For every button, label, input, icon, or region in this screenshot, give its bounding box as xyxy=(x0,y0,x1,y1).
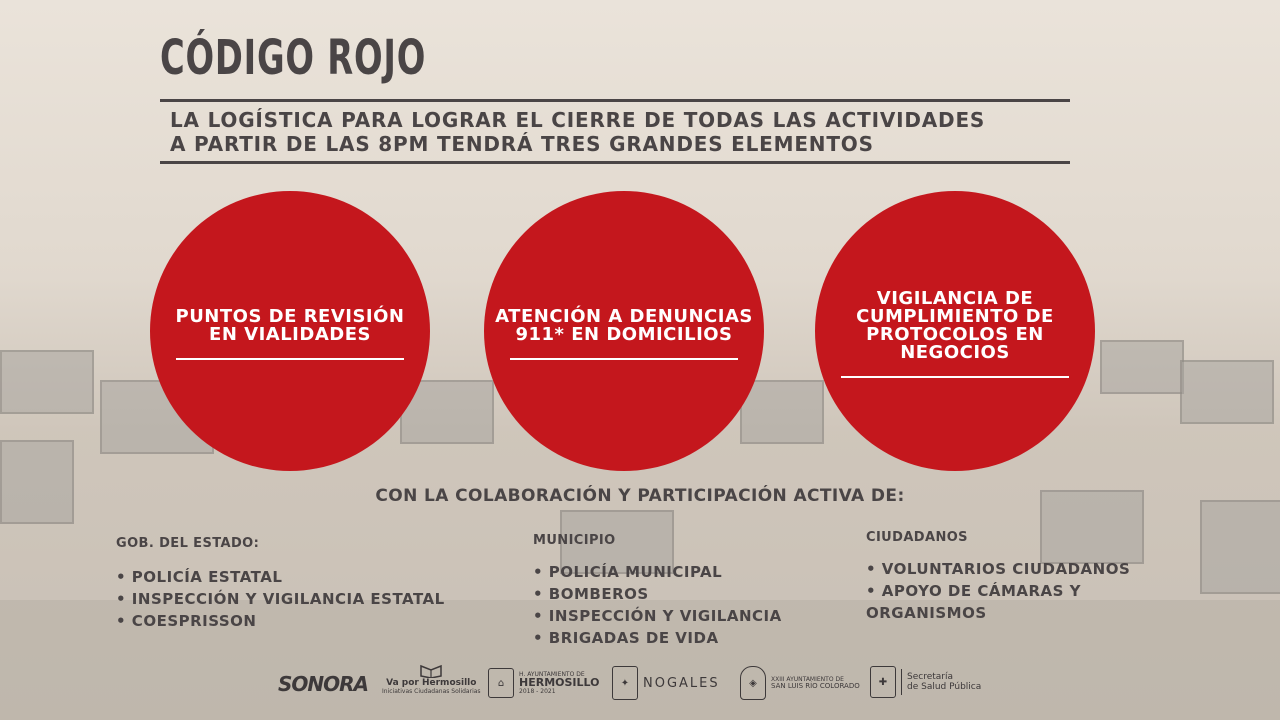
list-item: • INSPECCIÓN Y VIGILANCIA ESTATAL xyxy=(116,590,445,608)
bg-monitor xyxy=(740,380,824,444)
circle-underline xyxy=(510,358,738,360)
logo-text-group xyxy=(907,672,981,692)
logo-divider xyxy=(901,669,902,695)
element-circle-checkpoints xyxy=(150,191,430,471)
list-state xyxy=(116,566,445,632)
slrc-logo xyxy=(740,666,860,700)
page-subtitle xyxy=(170,108,1070,156)
element-circle-911-reports xyxy=(484,191,764,471)
list-item: • BOMBEROS xyxy=(533,585,649,603)
nogales-crest-icon: ✦ xyxy=(612,666,638,700)
nogales-logo xyxy=(612,666,720,700)
list-municipality xyxy=(533,561,782,649)
column-title-citizens: CIUDADANOS xyxy=(866,530,968,545)
logo-subtext: 2018 - 2021 xyxy=(519,688,556,695)
column-title-state: GOB. DEL ESTADO: xyxy=(116,536,260,551)
bottom-divider xyxy=(160,161,1070,164)
circle-label-line: NEGOCIOS xyxy=(900,342,1010,363)
partner-logos xyxy=(270,660,990,710)
circle-label-line: EN VIALIDADES xyxy=(209,324,371,345)
logo-subtext: H. AYUNTAMIENTO DE xyxy=(519,671,585,678)
circle-label xyxy=(495,308,753,344)
top-divider xyxy=(160,99,1070,102)
page-title: CÓDIGO ROJO xyxy=(160,30,427,86)
list-item: • POLICÍA ESTATAL xyxy=(116,568,283,586)
logo-subtext: Iniciativas Ciudadanas Solidarias xyxy=(382,688,481,695)
salud-publica-logo xyxy=(870,666,981,698)
circle-underline xyxy=(176,358,404,360)
circle-label xyxy=(856,290,1054,362)
list-item: • BRIGADAS DE VIDA xyxy=(533,629,719,647)
logo-text-group xyxy=(519,671,599,695)
list-item: • VOLUNTARIOS CIUDADANOS xyxy=(866,560,1131,578)
bg-monitor xyxy=(1100,340,1184,394)
list-item: • INSPECCIÓN Y VIGILANCIA xyxy=(533,607,782,625)
circle-label-line: 911* EN DOMICILIOS xyxy=(515,324,733,345)
circle-label-line: ATENCIÓN A DENUNCIAS xyxy=(495,306,753,327)
bg-monitor xyxy=(0,440,74,524)
bg-monitor xyxy=(0,350,94,414)
hermosillo-logo xyxy=(488,668,599,698)
logo-text: SAN LUIS RÍO COLORADO xyxy=(771,682,860,690)
logo-text: de Salud Pública xyxy=(907,682,982,692)
list-item: • POLICÍA MUNICIPAL xyxy=(533,563,723,581)
list-item: • COESPRISSON xyxy=(116,612,257,630)
slrc-shield-icon: ◈ xyxy=(740,666,766,700)
list-item: ORGANISMOS xyxy=(866,604,987,622)
circle-label-line: CUMPLIMIENTO DE xyxy=(856,306,1054,327)
subtitle-line: A PARTIR DE LAS 8PM TENDRÁ TRES GRANDES ELEMENTOS xyxy=(170,132,874,156)
column-title-municipality: MUNICIPIO xyxy=(533,533,616,548)
circle-label xyxy=(176,308,405,344)
circle-underline xyxy=(841,376,1069,378)
sonora-logo: SONORA xyxy=(278,672,369,696)
bg-monitor xyxy=(1180,360,1274,424)
city-crest-icon: ⌂ xyxy=(488,668,514,698)
element-circle-business-protocols xyxy=(815,191,1095,471)
circle-label-line: VIGILANCIA DE xyxy=(876,288,1034,309)
logo-text: HERMOSILLO xyxy=(519,676,600,689)
subtitle-line: LA LOGÍSTICA PARA LOGRAR EL CIERRE DE TODAS LAS ACTIVIDADES xyxy=(170,108,986,132)
logo-subtext: XXIII AYUNTAMIENTO DE xyxy=(771,676,844,683)
health-crest-icon: ✚ xyxy=(870,666,896,698)
circle-label-line: PUNTOS DE REVISIÓN xyxy=(175,306,405,327)
list-citizens xyxy=(866,558,1130,624)
logo-text: Secretaría xyxy=(907,672,953,682)
bg-monitor xyxy=(1200,500,1280,594)
collaboration-heading: CON LA COLABORACIÓN Y PARTICIPACIÓN ACTIVA DE: xyxy=(375,486,905,506)
logo-text: NOGALES xyxy=(643,675,720,691)
logo-text-group xyxy=(771,676,860,690)
vaporhermosillo-logo xyxy=(382,664,481,695)
book-icon xyxy=(420,664,442,678)
list-item: • APOYO DE CÁMARAS Y xyxy=(866,582,1082,600)
logo-text: Va por Hermosillo xyxy=(386,678,477,688)
circle-label-line: PROTOCOLOS EN xyxy=(866,324,1044,345)
